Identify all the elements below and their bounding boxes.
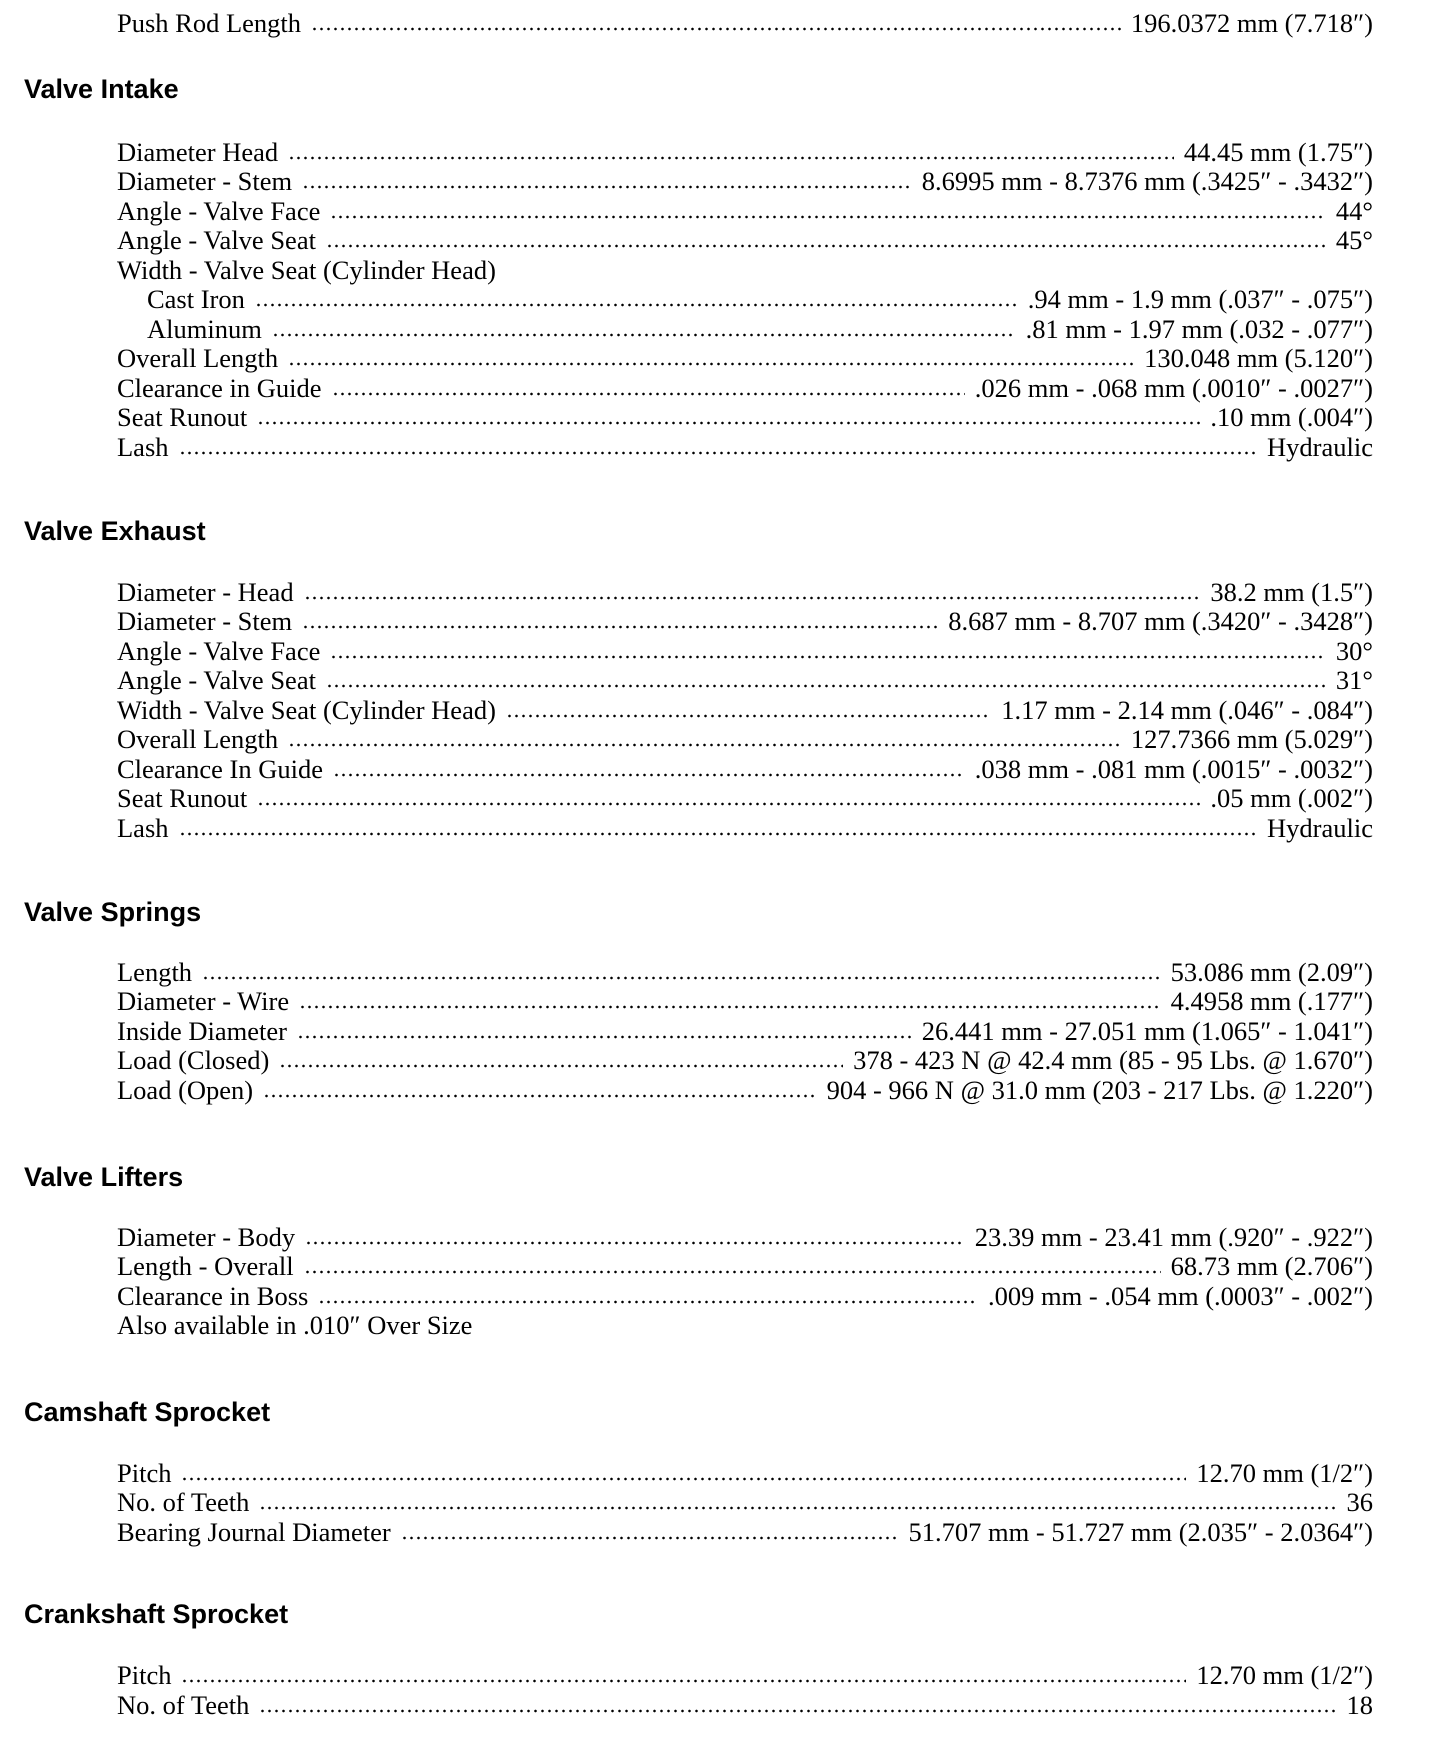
spec-row: [117, 724, 1373, 754]
spec-row: [117, 665, 1373, 695]
spec-label: Angle - Valve Face: [117, 196, 321, 226]
dot-leader: [318, 1299, 978, 1305]
spec-value: .009 mm - .054 mm (.0003″ - .002″): [988, 1281, 1373, 1311]
spec-row: [117, 343, 1373, 373]
spec-row: [117, 284, 1373, 314]
spec-row: [117, 196, 1373, 226]
spec-value: 8.6995 mm - 8.7376 mm (.3425″ - .3432″): [921, 166, 1373, 196]
dot-leader: [272, 332, 1016, 338]
dot-leader: [257, 420, 1200, 426]
spec-value: 53.086 mm (2.09″): [1170, 957, 1373, 987]
spec-label: Width - Valve Seat (Cylinder Head): [117, 255, 496, 285]
spec-row: [117, 1517, 1373, 1547]
spec-row: [117, 1016, 1373, 1046]
dot-leader: [181, 1678, 1186, 1684]
spec-label: Aluminum: [147, 314, 262, 344]
section-title-crankshaft-sprocket: Crankshaft Sprocket: [24, 1599, 289, 1629]
dot-leader: [259, 1505, 1336, 1511]
spec-value: .81 mm - 1.97 mm (.032 - .077″): [1025, 314, 1373, 344]
spec-row: [117, 986, 1373, 1016]
spec-label: Angle - Valve Seat: [117, 665, 316, 695]
spec-value: 23.39 mm - 23.41 mm (.920″ - .922″): [974, 1222, 1373, 1252]
spec-label: Diameter - Stem: [117, 166, 293, 196]
dot-leader: [330, 654, 1326, 660]
spec-label: Length - Overall: [117, 1251, 294, 1281]
section-title-camshaft-sprocket: Camshaft Sprocket: [24, 1397, 271, 1427]
spec-row: [117, 1690, 1373, 1720]
spec-value: 1.17 mm - 2.14 mm (.046″ - .084″): [1001, 695, 1373, 725]
spec-row: [117, 957, 1373, 987]
spec-label: Diameter - Head: [117, 577, 294, 607]
spec-row: [117, 577, 1373, 607]
spec-value: 378 - 423 N @ 42.4 mm (85 - 95 Lbs. @ 1.670″): [853, 1045, 1373, 1075]
spec-value: 38.2 mm (1.5″): [1210, 577, 1373, 607]
spec-row: [117, 1045, 1373, 1075]
spec-row: [117, 636, 1373, 666]
spec-label: Angle - Valve Seat: [117, 225, 316, 255]
dot-leader: [259, 1708, 1336, 1714]
spec-label: Lash: [117, 813, 169, 843]
spec-label: No. of Teeth: [117, 1487, 250, 1517]
spec-row: [117, 314, 1373, 344]
spec-label: Push Rod Length: [117, 8, 302, 38]
spec-row: [117, 1281, 1373, 1311]
spec-value: .026 mm - .068 mm (.0010″ - .0027″): [974, 373, 1373, 403]
spec-label: Bearing Journal Diameter: [117, 1517, 391, 1547]
dot-leader: [304, 595, 1201, 601]
spec-label: Lash: [117, 432, 169, 462]
spec-label: Overall Length: [117, 724, 279, 754]
spec-row: [117, 137, 1373, 167]
spec-value: 51.707 mm - 51.727 mm (2.035″ - 2.0364″): [908, 1517, 1373, 1547]
dot-leader: [299, 1004, 1160, 1010]
section-title-valve-intake: Valve Intake: [24, 74, 179, 104]
spec-value: 196.0372 mm (7.718″): [1130, 8, 1373, 38]
dot-leader: [288, 361, 1134, 367]
dot-leader: [302, 624, 938, 630]
spec-note: Also available in .010″ Over Size: [117, 1310, 473, 1340]
spec-value: .94 mm - 1.9 mm (.037″ - .075″): [1027, 284, 1373, 314]
spec-value: 68.73 mm (2.706″): [1170, 1251, 1373, 1281]
spec-label: Seat Runout: [117, 402, 248, 432]
spec-value: 904 - 966 N @ 31.0 mm (203 - 217 Lbs. @ 1.220″): [826, 1075, 1373, 1105]
spec-label: Diameter - Stem: [117, 606, 293, 636]
spec-row: [117, 166, 1373, 196]
spec-label: Overall Length: [117, 343, 279, 373]
spec-value: Hydraulic: [1267, 432, 1373, 462]
spec-row: [117, 1222, 1373, 1252]
spec-value: 12.70 mm (1/2″): [1196, 1660, 1373, 1690]
spec-value: Hydraulic: [1267, 813, 1373, 843]
spec-value: 12.70 mm (1/2″): [1196, 1458, 1373, 1488]
spec-value: 8.687 mm - 8.707 mm (.3420″ - .3428″): [948, 606, 1373, 636]
dot-leader: [288, 155, 1174, 161]
spec-label: Diameter - Body: [117, 1222, 296, 1252]
dot-leader: [326, 243, 1326, 249]
section-title-valve-exhaust: Valve Exhaust: [24, 516, 206, 546]
spec-label: Diameter Head: [117, 137, 279, 167]
spec-row: [117, 1487, 1373, 1517]
spec-value: 30°: [1335, 636, 1373, 666]
spec-value: 31°: [1335, 665, 1373, 695]
spec-value: 130.048 mm (5.120″): [1144, 343, 1373, 373]
spec-value: 44.45 mm (1.75″): [1183, 137, 1373, 167]
spec-row: [117, 402, 1373, 432]
spec-row-push-rod-length: [117, 8, 1373, 38]
spec-label: Clearance In Guide: [117, 754, 324, 784]
dot-leader: [401, 1535, 899, 1541]
dot-leader: [326, 683, 1326, 689]
spec-value: 127.7366 mm (5.029″): [1130, 724, 1373, 754]
spec-label: Seat Runout: [117, 783, 248, 813]
spec-row: [117, 606, 1373, 636]
section-title-valve-springs: Valve Springs: [24, 897, 202, 927]
dot-leader: [255, 302, 1018, 308]
spec-row: [117, 1251, 1373, 1281]
spec-label: Clearance in Boss: [117, 1281, 309, 1311]
dot-leader: [311, 26, 1121, 32]
dot-leader: [263, 1093, 816, 1099]
spec-label: Width - Valve Seat (Cylinder Head): [117, 695, 496, 725]
spec-row-heading: [117, 255, 1373, 285]
dot-leader: [305, 1240, 965, 1246]
spec-value: .038 mm - .081 mm (.0015″ - .0032″): [974, 754, 1373, 784]
dot-leader: [333, 772, 965, 778]
dot-leader: [257, 801, 1200, 807]
dot-leader: [288, 742, 1121, 748]
dot-leader: [279, 1063, 843, 1069]
spec-row: [117, 1458, 1373, 1488]
spec-row: [117, 813, 1373, 843]
spec-label: Length: [117, 957, 193, 987]
spec-row: [117, 1075, 1373, 1105]
spec-row: [117, 432, 1373, 462]
spec-value: 36: [1346, 1487, 1373, 1517]
spec-row-note: [117, 1310, 1373, 1340]
dot-leader: [330, 214, 1326, 220]
spec-label: Load (Open): [117, 1075, 254, 1105]
dot-leader: [179, 450, 1258, 456]
dot-leader: [179, 831, 1258, 837]
spec-row: [117, 1660, 1373, 1690]
spec-value: 18: [1346, 1690, 1373, 1720]
spec-row: [117, 373, 1373, 403]
dot-leader: [202, 975, 1161, 981]
spec-label: No. of Teeth: [117, 1690, 250, 1720]
spec-value: .05 mm (.002″): [1210, 783, 1373, 813]
spec-row: [117, 695, 1373, 725]
spec-label: Pitch: [117, 1458, 172, 1488]
spec-label: Pitch: [117, 1660, 172, 1690]
dot-leader: [297, 1034, 912, 1040]
spec-row: [117, 783, 1373, 813]
spec-label: Angle - Valve Face: [117, 636, 321, 666]
dot-leader: [302, 184, 912, 190]
spec-label: Clearance in Guide: [117, 373, 322, 403]
spec-value: 45°: [1335, 225, 1373, 255]
spec-value: .10 mm (.004″): [1210, 402, 1373, 432]
dot-leader: [332, 391, 965, 397]
dot-leader: [304, 1269, 1161, 1275]
spec-value: 26.441 mm - 27.051 mm (1.065″ - 1.041″): [921, 1016, 1373, 1046]
section-title-valve-lifters: Valve Lifters: [24, 1162, 184, 1192]
spec-label: Inside Diameter: [117, 1016, 287, 1046]
spec-value: 4.4958 mm (.177″): [1170, 986, 1373, 1016]
spec-label: Cast Iron: [147, 284, 245, 314]
spec-label: Load (Closed): [117, 1045, 270, 1075]
spec-row: [117, 754, 1373, 784]
spec-value: 44°: [1335, 196, 1373, 226]
dot-leader: [506, 713, 991, 719]
dot-leader: [181, 1476, 1186, 1482]
spec-label: Diameter - Wire: [117, 986, 290, 1016]
spec-row: [117, 225, 1373, 255]
